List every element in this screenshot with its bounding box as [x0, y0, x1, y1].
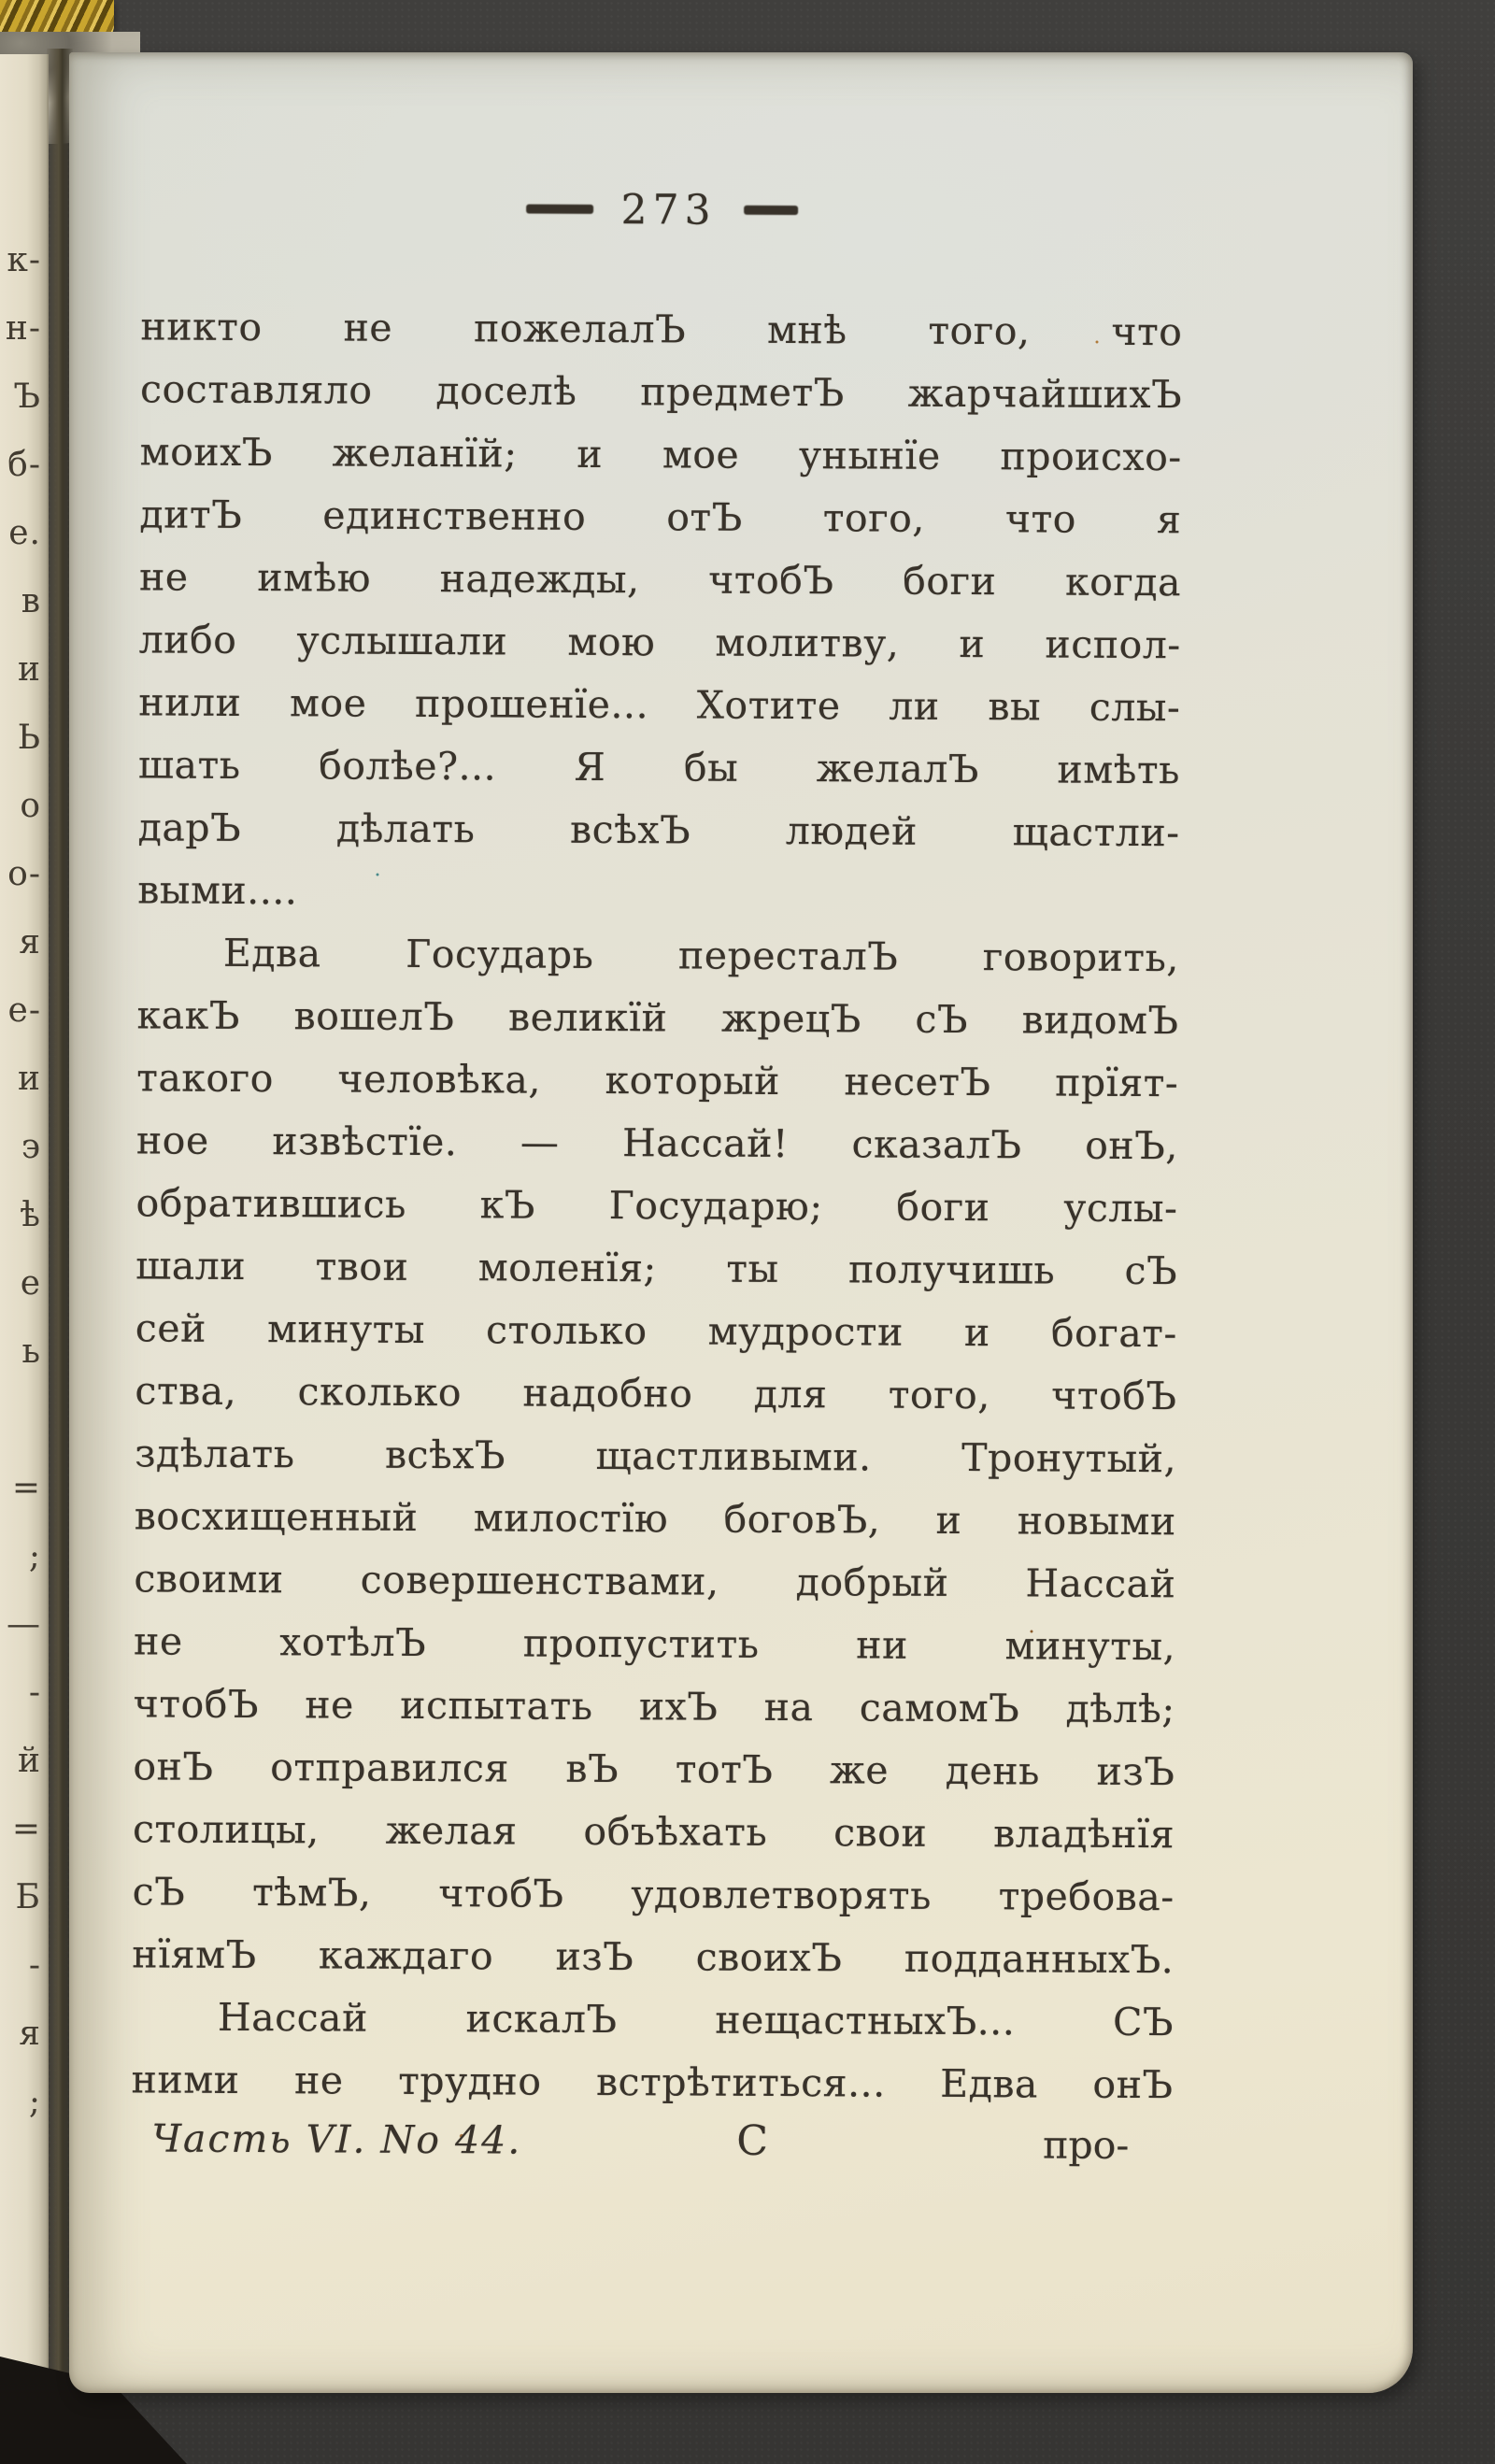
text-line: обратившись кЪ Государю; боги услы- — [135, 1179, 1178, 1231]
bleed-text-fragment: - — [28, 1674, 41, 1712]
text-line: чтобЪ не испытать ихЪ на самомЪ дѣлѣ; — [133, 1680, 1175, 1731]
signature-label: Часть VI. No 44. — [151, 2115, 522, 2163]
book-page — [69, 52, 1413, 2393]
text-line: нили мое прошенїе... Хотите ли вы слы- — [138, 678, 1181, 730]
text-line: шать болѣе?... Я бы желалЪ имѣть — [137, 741, 1181, 792]
bleed-text-fragment: = — [11, 1469, 41, 1507]
text-line: выми.... — [137, 866, 298, 913]
header-dash-right — [745, 206, 799, 215]
text-line: никто не пожелалЪ мнѣ того, что — [140, 303, 1183, 354]
text-line: такого человѣка, который несетЪ прїят- — [136, 1054, 1179, 1105]
text-line: нїямЪ каждаго изЪ своихЪ подданныхЪ. — [132, 1930, 1175, 1982]
text-line: столицы, желая объѣхать свои владѣнїя — [132, 1805, 1175, 1857]
text-line: не имѣю надежды, чтобЪ боги когда — [138, 553, 1182, 605]
bleed-text-fragment: о — [20, 787, 41, 825]
bleed-text-fragment: ѣ — [20, 1196, 41, 1234]
text-line: либо услышали мою молитву, и испол- — [138, 616, 1181, 667]
bleed-text-fragment: э — [21, 1128, 41, 1166]
text-line: Едва Государь пересталЪ говорить, — [222, 930, 1180, 980]
bleed-text-fragment: й — [18, 1742, 41, 1780]
text-line: сЪ тѣмЪ, чтобЪ удовлетворять требова- — [132, 1868, 1175, 1919]
gathering-mark: С — [736, 2116, 769, 2165]
text-line: моихЪ желанїй; и мое унынїе происхо- — [139, 428, 1182, 479]
bleed-text-fragment: е — [20, 1264, 41, 1303]
catchword: про- — [1043, 2122, 1130, 2168]
text-line: составляло доселѣ предметЪ жарчайшихЪ — [139, 365, 1183, 417]
bleed-text-fragment: я — [19, 2015, 41, 2053]
bleed-text-fragment: к- — [7, 241, 41, 279]
bleed-text-fragment: я — [19, 923, 41, 961]
bleed-text-fragment: = — [11, 1810, 41, 1848]
bleed-text-fragment: ; — [28, 1537, 41, 1575]
bleed-text-fragment: е- — [7, 991, 41, 1030]
facing-page-edge — [0, 54, 49, 2391]
bleed-text-fragment: ; — [28, 2083, 41, 2121]
bleed-text-fragment: Б — [15, 1878, 41, 1916]
page-content — [57, 50, 1413, 2397]
bleed-text-fragment: Ъ — [13, 377, 41, 416]
running-head — [141, 180, 1183, 238]
signature-line — [131, 2110, 1173, 2178]
bleed-text-fragment: е. — [8, 514, 41, 552]
text-line: онЪ отправился вЪ тотЪ же день изЪ — [133, 1743, 1175, 1794]
text-line: дарЪ дѣлать всѣхЪ людей щастли- — [137, 804, 1180, 855]
bleed-text-fragment: — — [7, 1605, 41, 1644]
text-line: ное извѣстїе. — Нассай! сказалЪ онЪ, — [135, 1117, 1178, 1168]
text-line: какЪ вошелЪ великїй жрецЪ сЪ видомЪ — [136, 991, 1179, 1043]
text-line: Нассай искалЪ нещастныхЪ... СЪ — [217, 1994, 1175, 2044]
text-line: шали твои моленїя; ты получишь сЪ — [135, 1242, 1178, 1293]
bleed-text-fragment: - — [28, 1946, 41, 1985]
bleed-text-fragment: б- — [7, 446, 41, 484]
bleed-text-fragment: в — [21, 582, 41, 620]
text-line: своими совершенствами, добрый Нассай — [134, 1555, 1176, 1606]
text-line: ними не трудно встрѣтиться... Едва онЪ — [131, 2056, 1174, 2107]
header-dash-left — [526, 205, 593, 214]
page-number: 273 — [620, 185, 717, 235]
text-line: сей минуты столько мудрости и богат- — [135, 1304, 1177, 1356]
text-line: дитЪ единственно отЪ того, что я — [139, 491, 1182, 542]
text-block — [131, 294, 1182, 2115]
bleed-text-fragment: н- — [5, 309, 41, 348]
bleed-text-fragment: и — [18, 1060, 41, 1098]
text-line: ства, сколько надобно для того, чтобЪ — [135, 1367, 1177, 1418]
bleed-text-fragment: о- — [7, 855, 41, 893]
bleed-text-fragment: и — [18, 650, 41, 689]
bleed-text-fragment: Ь — [17, 719, 41, 757]
text-line: не хотѣлЪ пропустить ни минуты, — [133, 1617, 1176, 1669]
text-line: восхищенный милостїю боговЪ, и новыми — [134, 1492, 1176, 1544]
text-line: здѣлать всѣхЪ щастливыми. Тронутый, — [135, 1430, 1177, 1481]
bleed-text-fragment: ь — [21, 1332, 41, 1371]
